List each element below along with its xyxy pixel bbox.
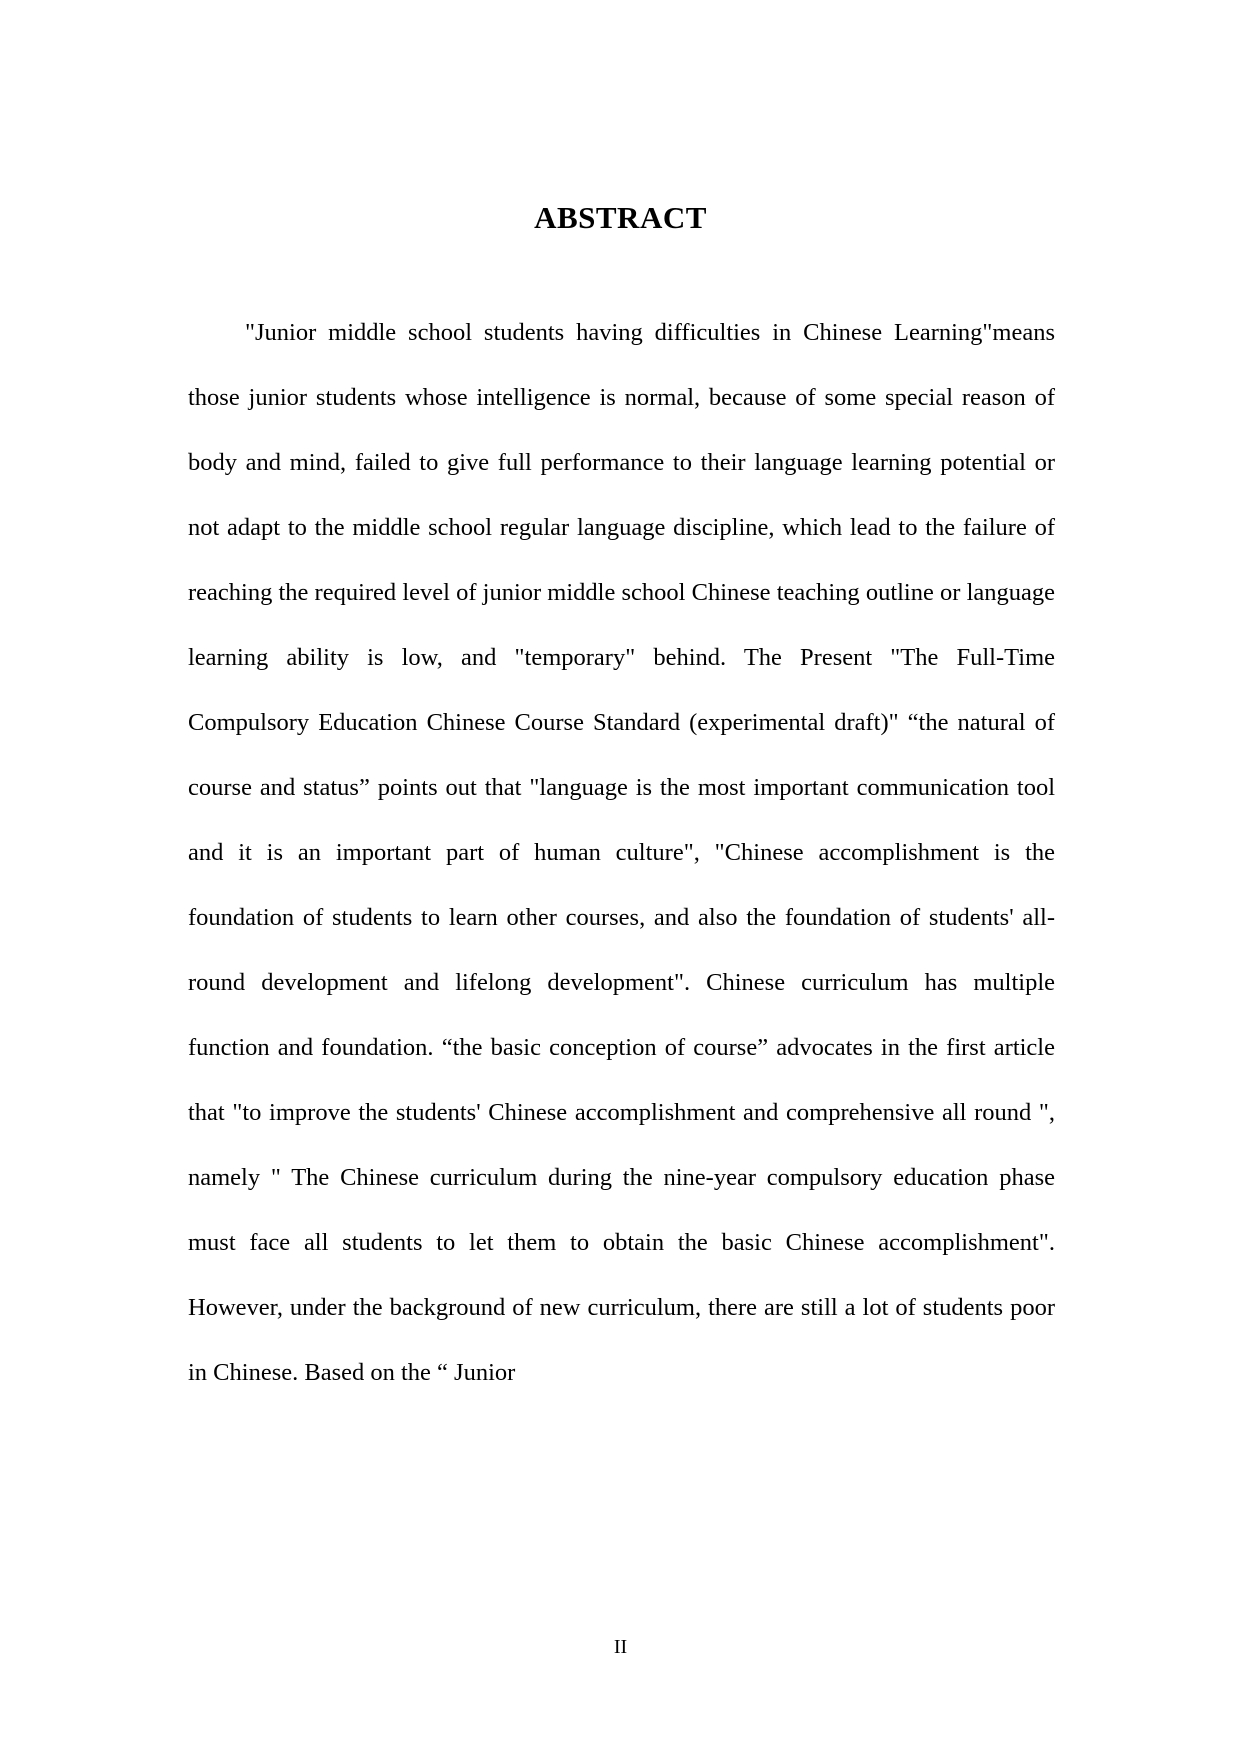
abstract-paragraph: "Junior middle school students having difficulties in Chinese Learning"means those junior students whose intelligence is normal, because of some special reason of body and mind, failed to give full performance to their language learning potential or not adapt to the middle school regular language discipline, which lead to the failure of reaching the required level of junior middle school Chinese teaching outline or language learning ability is low, and "temporary" behind. The Present "The Full-Time Compulsory Education Chinese Course Standard (experimental draft)" “the natural of course and status” points out that "language is the most important communication tool and it is an important part of human culture", "Chinese accomplishment is the foundation of students to learn other courses, and also the foundation of students' all-round development and lifelong development". Chinese curriculum has multiple function and foundation. “the basic conception of course” advocates in the first article that "to improve the students' Chinese accomplishment and comprehensive all round ", namely " The Chinese curriculum during the nine-year compulsory education phase must face all students to let them to obtain the basic Chinese accomplishment". However, under the background of new curriculum, there are still a lot of students poor in Chinese. Based on the “ Junior <box>188 319 1055 1386</box>
abstract-title: ABSTRACT <box>534 200 707 235</box>
page-number: II <box>613 1636 628 1658</box>
